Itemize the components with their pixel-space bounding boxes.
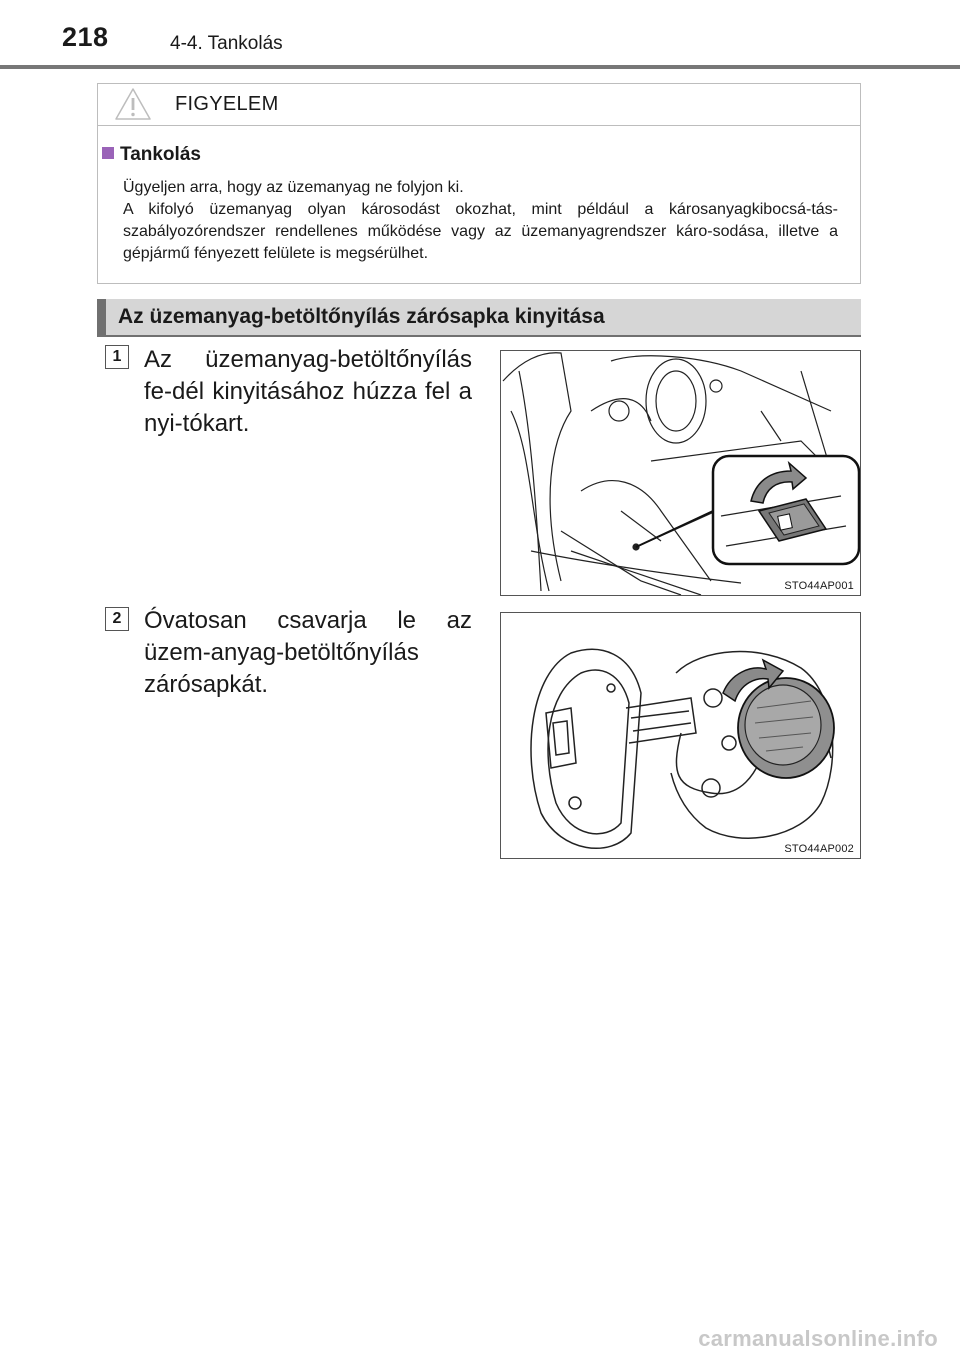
step-text-1: Az üzemanyag-betöltőnyílás fe-dél kinyitásához húzza fel a nyi-tókart. <box>144 346 472 437</box>
warning-text <box>123 177 838 265</box>
warning-line: A kifolyó üzemanyag olyan károsodást okozhat, mint például a károsanyagkibocsá-tás-szabályozórendszer rendellenes működése vagy az üzemanyagrendszer káro-sodása, illetve a gépjármű fényezett felülete is megsérülhet. <box>123 201 838 262</box>
warning-label: FIGYELEM <box>175 93 279 115</box>
fuel-cap-illustration <box>501 613 860 858</box>
step-number-1: 1 <box>105 345 129 369</box>
page-number: 218 <box>62 22 109 52</box>
step-text-2: Óvatosan csavarja le az üzem-anyag-betöltőnyílás zárósapkát. <box>144 607 472 698</box>
figure-fuel-door-opener <box>500 350 861 596</box>
bullet-square-icon <box>102 147 114 159</box>
figure-code: STO44AP001 <box>784 580 854 592</box>
figure-code: STO44AP002 <box>784 843 854 855</box>
fuel-door-opener-illustration <box>501 351 860 595</box>
section-heading <box>97 299 861 337</box>
section-title: 4-4. Tankolás <box>170 33 283 54</box>
warning-subheading-text: Tankolás <box>120 144 201 165</box>
warning-triangle-icon <box>114 87 152 121</box>
section-heading-text: Az üzemanyag-betöltőnyílás zárósapka kinyitása <box>118 305 605 328</box>
warning-subheading <box>102 144 201 166</box>
header-rule <box>0 65 960 69</box>
warning-box <box>97 83 861 284</box>
warning-header <box>98 84 860 126</box>
figure-fuel-cap <box>500 612 861 859</box>
watermark: carmanualsonline.info <box>698 1326 938 1351</box>
warning-line: Ügyeljen arra, hogy az üzemanyag ne folyjon ki. <box>123 179 464 196</box>
step-number-2: 2 <box>105 607 129 631</box>
